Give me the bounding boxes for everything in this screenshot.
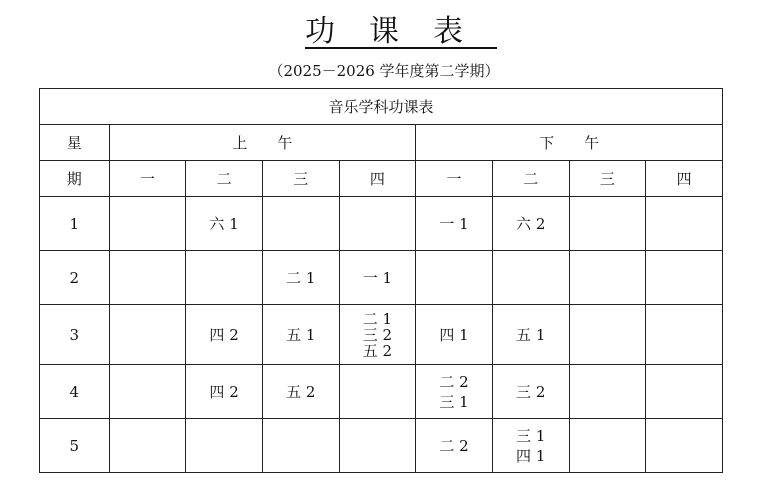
class-cell	[339, 305, 416, 365]
class-cell	[262, 197, 339, 251]
class-entry: 三 1	[439, 392, 469, 411]
class-entry: 五 1	[286, 325, 316, 344]
class-cell	[262, 419, 339, 473]
class-cell	[262, 305, 339, 365]
class-cell	[339, 197, 416, 251]
class-cell	[416, 419, 493, 473]
class-cell	[492, 305, 569, 365]
page-title-text: 功课表	[305, 14, 497, 49]
period-header: 一	[109, 161, 186, 197]
class-cell	[339, 251, 416, 305]
period-header: 二	[492, 161, 569, 197]
morning-header: 上 午	[109, 125, 416, 161]
class-cell	[186, 251, 263, 305]
class-cell	[262, 251, 339, 305]
class-cell	[109, 419, 186, 473]
page-title	[0, 10, 768, 54]
class-cell	[646, 251, 723, 305]
class-cell	[339, 365, 416, 419]
class-cell	[492, 197, 569, 251]
day-label: 4	[40, 365, 110, 419]
class-entry: 三 2	[516, 382, 546, 401]
class-entry: 二 1	[362, 309, 393, 328]
class-entry: 四 1	[439, 325, 469, 344]
day-label: 5	[40, 419, 110, 473]
class-cell	[416, 365, 493, 419]
timetable-body	[40, 197, 723, 473]
class-cell	[186, 305, 263, 365]
timetable	[39, 88, 723, 473]
table-row	[40, 197, 723, 251]
table-row	[40, 419, 723, 473]
class-cell	[186, 365, 263, 419]
class-cell	[262, 365, 339, 419]
table-row	[40, 305, 723, 365]
period-header: 三	[569, 161, 646, 197]
table-row	[40, 365, 723, 419]
afternoon-header: 下 午	[416, 125, 723, 161]
period-header: 二	[186, 161, 263, 197]
class-cell	[416, 305, 493, 365]
weekday-header-bottom: 期	[40, 161, 110, 197]
period-header: 四	[339, 161, 416, 197]
class-entry: 二 2	[439, 372, 469, 391]
class-cell	[109, 305, 186, 365]
class-cell	[109, 365, 186, 419]
class-cell	[186, 197, 263, 251]
page-subtitle: （2025－2026 学年度第二学期）	[268, 62, 500, 80]
class-cell	[569, 305, 646, 365]
class-entry: 三 2	[362, 325, 393, 344]
class-cell	[646, 419, 723, 473]
class-entry: 四 2	[209, 382, 239, 401]
class-entry: 一 1	[362, 268, 393, 287]
class-cell	[569, 251, 646, 305]
table-row	[40, 251, 723, 305]
class-cell	[646, 305, 723, 365]
class-entry: 四 2	[209, 325, 239, 344]
class-entry: 三 1	[516, 426, 546, 445]
period-header: 三	[262, 161, 339, 197]
class-entry: 一 1	[439, 214, 469, 233]
class-cell	[186, 419, 263, 473]
class-cell	[569, 197, 646, 251]
class-cell	[492, 251, 569, 305]
class-cell	[492, 419, 569, 473]
day-label: 1	[40, 197, 110, 251]
class-cell	[569, 419, 646, 473]
class-entry: 六 1	[209, 214, 239, 233]
class-cell	[416, 197, 493, 251]
class-cell	[339, 419, 416, 473]
class-cell	[492, 365, 569, 419]
class-entry: 五 2	[286, 382, 316, 401]
class-entry: 二 1	[286, 268, 316, 287]
class-entry: 四 1	[516, 446, 546, 465]
class-entry: 二 2	[439, 436, 469, 455]
day-label: 2	[40, 251, 110, 305]
day-label: 3	[40, 305, 110, 365]
period-header: 一	[416, 161, 493, 197]
class-cell	[569, 365, 646, 419]
table-caption: 音乐学科功课表	[40, 89, 723, 125]
class-cell	[109, 197, 186, 251]
class-entry: 五 1	[516, 325, 546, 344]
class-cell	[109, 251, 186, 305]
class-entry: 六 2	[516, 214, 546, 233]
class-cell	[416, 251, 493, 305]
class-entry: 五 2	[362, 341, 393, 360]
class-cell	[646, 197, 723, 251]
class-cell	[646, 365, 723, 419]
period-header: 四	[646, 161, 723, 197]
weekday-header-top: 星	[40, 125, 110, 161]
